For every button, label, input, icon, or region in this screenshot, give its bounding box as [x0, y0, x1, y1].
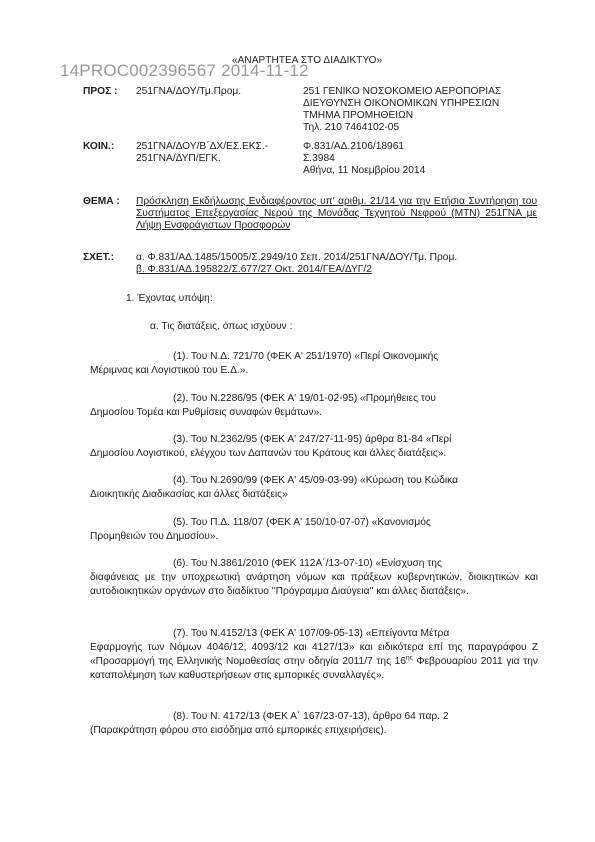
to-label: ΠΡΟΣ :	[83, 86, 118, 97]
sender-line: ΤΜΗΜΑ ΠΡΟΜΗΘΕΙΩΝ	[303, 110, 414, 121]
law-3	[90, 433, 538, 461]
subject-label: ΘΕΜΑ :	[83, 196, 120, 207]
date-line: Αθήνα, 11 Νοεμβρίου 2014	[303, 165, 426, 176]
law-rest	[90, 641, 538, 683]
sender-line: 251 ΓΕΝΙΚΟ ΝΟΣΟΚΟΜΕΙΟ ΑΕΡΟΠΟΡΙΑΣ	[303, 86, 502, 97]
sender-block	[303, 86, 501, 134]
to-value: 251ΓΝΑ/ΔΟΥ/Τμ.Προμ.	[136, 86, 242, 97]
law-first-line: (1). Του Ν.Δ. 721/70 (ΦΕΚ Α' 251/1970) «Περί Οικονομικής	[173, 351, 439, 362]
law-first-line: (2). Του Ν.2286/95 (ΦΕΚ Α' 19/01-02-95) «Προμήθειες του	[173, 393, 436, 404]
law-rest: Δημοσίου Λογιστικού, ελέγχου των Δαπανών του Κράτους και άλλες διατάξεις».	[90, 448, 447, 459]
law-first-line: (5). Του Π.Δ. 118/07 (ΦΕΚ Α' 150/10-07-07) «Κανονισμός	[173, 517, 431, 528]
publish-stamp: «ΑΝΑΡΤΗΤΕΑ ΣΤΟ ΔΙΑΔΙΚΤΥΟ»	[232, 55, 383, 66]
law-rest: Μέριμνας και Λογιστικού του Ε.Δ.».	[90, 365, 249, 376]
law-rest-tail: Φεβρουαρίου 2011 για την καταπολέμηση των καθυστερήσεων στις εμπορικές συναλλαγές».	[90, 656, 538, 681]
subject-text	[136, 196, 537, 231]
reference-block	[303, 141, 425, 177]
law-7	[90, 627, 538, 683]
reference-a: α. Φ.831/ΑΔ.1485/15005/Σ.2949/10 Σεπ. 2014/251ΓΝΑ/ΔΟΥ/Τμ. Προμ.	[136, 252, 458, 263]
law-rest-text: Εφαρμογής των Νόμων 4046/12, 4093/12 και 4127/13» και ειδικότερα επί της παραγράφου Ζ «Προσαρμογή της Ελληνικής Νομοθεσίας στην οδηγία 2011/7 της	[90, 642, 538, 667]
cc-label: ΚΟΙΝ.:	[83, 141, 115, 152]
law-first-line: (4). Του Ν.2690/99 (ΦΕΚ Α' 45/09-03-99) «Κύρωση του Κώδικα	[173, 475, 458, 486]
law-rest: Διοικητικής Διαδικασίας και άλλες διατάξεις»	[90, 489, 288, 500]
law-first-line: (8). Του Ν. 4172/13 (ΦΕΚ Α΄ 167/23-07-13), άρθρο 64 παρ. 2	[173, 711, 449, 722]
classification-number: Σ.3984	[303, 153, 335, 164]
ordinal-suffix: ης	[405, 654, 413, 662]
reference-b: β. Φ.831/ΑΔ.195822/Σ.677/27 Οκτ. 2014/ΓΕΑ/ΔΥΓ/2	[136, 264, 372, 275]
law-6	[90, 557, 538, 599]
law-rest: Δημοσίου Τομέα και Ρυθμίσεις συναφών θεμάτων».	[90, 407, 323, 418]
ordinal-number: 16	[394, 656, 406, 667]
law-first-line: (7). Του Ν.4152/13 (ΦΕΚ Α' 107/09-05-13) «Επείγοντα Μέτρα	[173, 628, 450, 639]
subject-line: Συντήρηση του Συστήματος Επεξεργασίας Νερού της Μονάδας Τεχνητού	[136, 196, 538, 219]
protocol-number: Φ.831/ΑΔ.2106/18961	[303, 141, 405, 152]
cc-value: 251ΓΝΑ/ΔΥΠ/ΕΓΚ.	[136, 153, 221, 164]
law-4	[90, 474, 538, 502]
law-2	[90, 392, 538, 420]
point-a: α. Τις διατάξεις, όπως ισχύουν :	[150, 321, 293, 332]
document-id-watermark: 14PROC002396567 2014-11-12	[60, 61, 309, 80]
law-rest: Προμηθειών του Δημοσίου».	[90, 531, 219, 542]
law-5	[90, 516, 538, 544]
law-1	[90, 350, 538, 378]
subject-line: Νεφρού (ΜΤΝ) 251ΓΝΑ με Λήψη Ενσφράγιστων Προσφορών	[136, 207, 537, 231]
law-rest: διαφάνειας με την υποχρεωτική ανάρτηση νόμων και πράξεων κυβερνητικών, διοικητικών και αυτοδιοικητικών οργάνων στο διαδίκτυο ''Πρόγραμμα Διαύγεια'' και άλλες διατάξεις».	[90, 572, 538, 597]
cc-values	[136, 141, 268, 165]
point-1: 1. Έχοντας υπόψη:	[126, 293, 213, 304]
law-rest: (Παρακράτηση φόρου στο εισόδημα από εμπορικές επιχειρήσεις).	[90, 725, 387, 736]
law-first-line: (3). Του Ν.2362/95 (ΦΕΚ Α' 247/27-11-95) άρθρα 81-84 «Περί	[173, 434, 452, 445]
subject-line: Πρόσκληση Εκδήλωσης Ενδιαφέροντος υπ' αριθμ. 21/14 για την Ετήσια	[136, 196, 465, 207]
sender-line: Τηλ. 210 7464102-05	[303, 122, 400, 133]
references-label: ΣΧΕΤ.:	[83, 252, 115, 263]
sender-line: ΔΙΕΥΘΥΝΣΗ ΟΙΚΟΝΟΜΙΚΩΝ ΥΠΗΡΕΣΙΩΝ	[303, 98, 500, 109]
law-8	[90, 710, 538, 738]
cc-value: 251ΓΝΑ/ΔΟΥ/Β΄ΔΧ/ΕΣ.ΕΚΣ.-	[136, 141, 269, 152]
law-first-line: (6). Του Ν.3861/2010 (ΦΕΚ 112Α΄/13-07-10) «Ενίσχυση της	[173, 558, 442, 569]
